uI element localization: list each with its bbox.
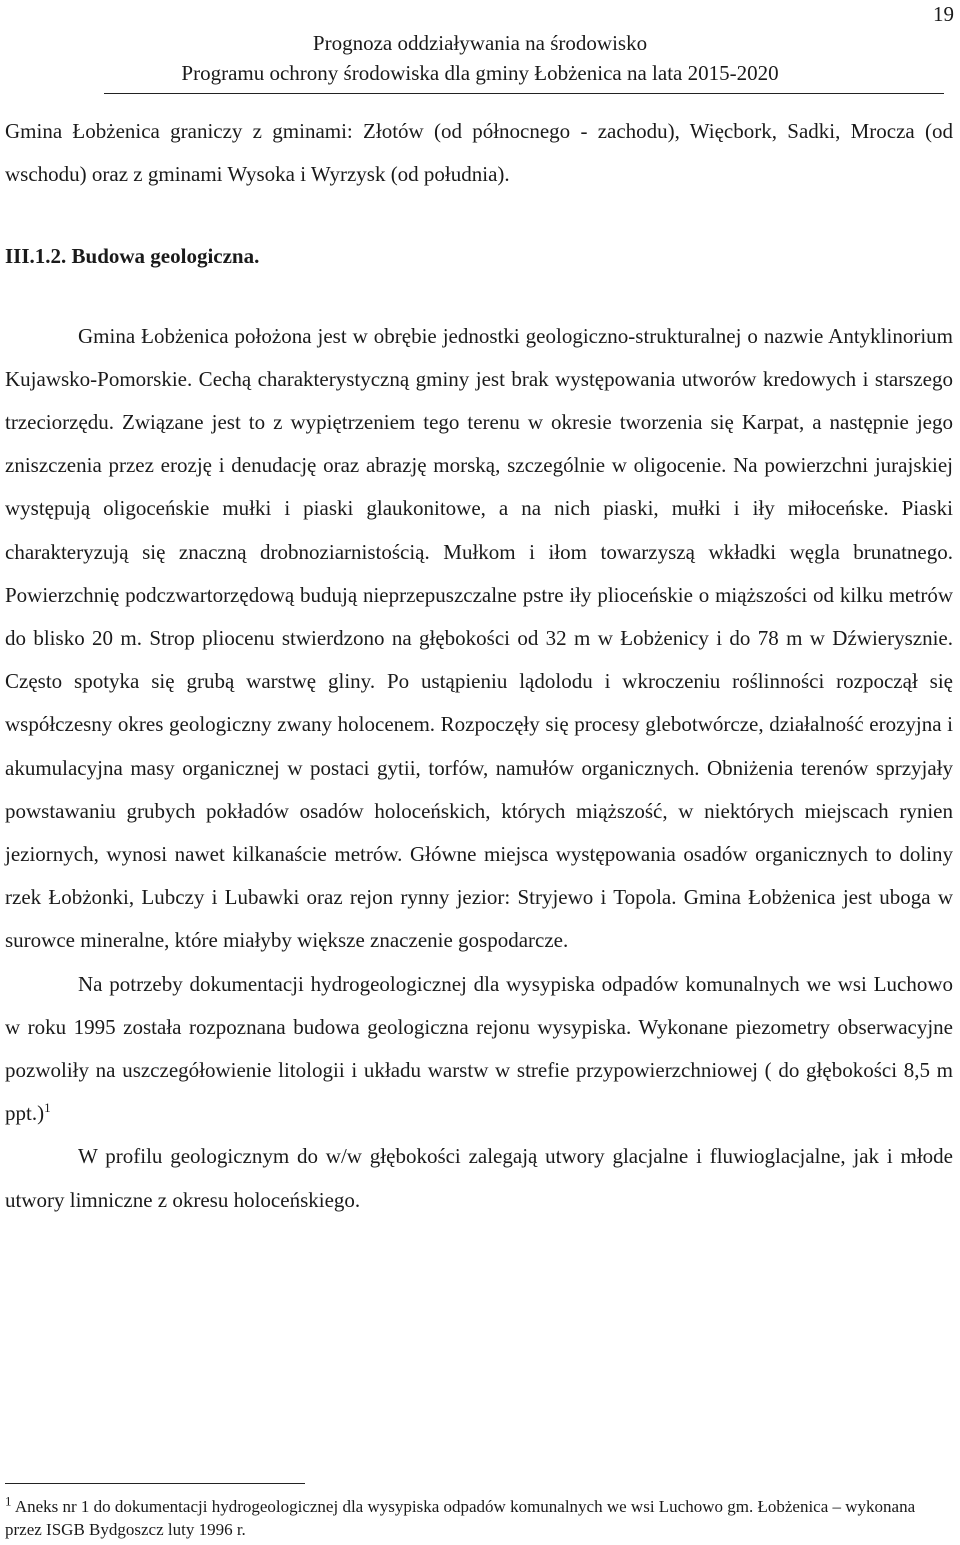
footnote-reference[interactable]: 1 <box>44 1100 51 1116</box>
footnote-text: Aneks nr 1 do dokumentacji hydrogeologicznej dla wysypiska odpadów komunalnych we wsi Luchowo gm. Łobżenica – wykonana przez ISGB Bydgoszcz luty 1996 r. <box>5 1497 916 1539</box>
geology-paragraph-3: W profilu geologicznym do w/w głębokości zalegają utwory glacjalne i fluwioglacjalne, jak i młode utwory limniczne z okresu holoceńskiego. <box>5 1144 953 1212</box>
document-body <box>5 110 953 1222</box>
intro-paragraph: Gmina Łobżenica graniczy z gminami: Złotów (od północnego - zachodu), Więcbork, Sadki, Mrocza (od wschodu) oraz z gminami Wysoka i Wyrzysk (od południa). <box>5 119 953 187</box>
geology-paragraph-1: Gmina Łobżenica położona jest w obrębie jednostki geologiczno-strukturalnej o nazwie Antyklinorium Kujawsko-Pomorskie. Cechą charakterystyczną gminy jest brak występowania utworów kredowych i starszego trzeciorzędu. Związane jest to z wypiętrzeniem tego terenu w okresie tworzenia się Karpat, a następnie jego zniszczenia przez erozję i denudację oraz abrazję morską, szczególnie w oligocenie. Na powierzchni jurajskiej występują oligoceńskie mułki i piaski glaukonitowe, a na nich piaski, mułki i iły miłoceńske. Piaski charakteryzują się znaczną drobnoziarnistością. Mułkom i iłom towarzyszą wkładki węgla brunatnego. Powierzchnię podczwartorzędową budują nieprzepuszczalne pstre iły plioceńskie o miąższości od kilku metrów do blisko 20 m. Strop pliocenu stwierdzono na głębokości od 32 m w Łobżenicy i do 78 m w Dźwierysznie. Często spotyka się grubą warstwę gliny. Po ustąpieniu lądolodu i wkroczeniu roślinności rozpoczął się współczesny okres geologiczny zwany holocenem. Rozpoczęły się procesy glebotwórcze, działalność erozyjna i akumulacyjna masy organicznej w postaci gytii, torfów, namułów organicznych. Obniżenia terenów sprzyjały powstawaniu grubych pokładów osadów holoceńskich, których miąższość, w niektórych miejscach rynien jeziornych, wynosi nawet kilkanaście metrów. Główne miejsca występowania osadów organicznych to doliny rzek Łobżonki, Lubczy i Lubawki oraz rejon rynny jezior: Stryjewo i Topola. Gmina Łobżenica jest uboga w surowce mineralne, które miałyby większe znaczenie gospodarcze. <box>5 323 953 953</box>
footnote-divider <box>5 1483 305 1484</box>
header-divider <box>104 93 944 94</box>
spacer <box>5 196 953 235</box>
geology-paragraph-2-text: Na potrzeby dokumentacji hydrogeologicznej dla wysypiska odpadów komunalnych we wsi Luchowo w roku 1995 została rozpoznana budowa geologiczna rejonu wysypiska. Wykonane piezometry obserwacyjne pozwoliły na uszczegółowienie litologii i układu warstw w strefie przypowierzchniowej ( do głębokości 8,5 m ppt.) <box>5 971 953 1126</box>
spacer <box>5 279 953 315</box>
geology-paragraph-2 <box>5 963 953 1136</box>
header-title-line2: Programu ochrony środowiska dla gminy Łobżenica na lata 2015-2020 <box>181 61 779 85</box>
page-number: 19 <box>933 2 954 26</box>
section-heading: III.1.2. Budowa geologiczna. <box>5 244 260 269</box>
footnote-marker: 1 <box>5 1493 12 1509</box>
footnote <box>5 1495 953 1541</box>
page-header <box>0 28 960 88</box>
header-title-line1: Prognoza oddziaływania na środowisko <box>312 31 648 55</box>
